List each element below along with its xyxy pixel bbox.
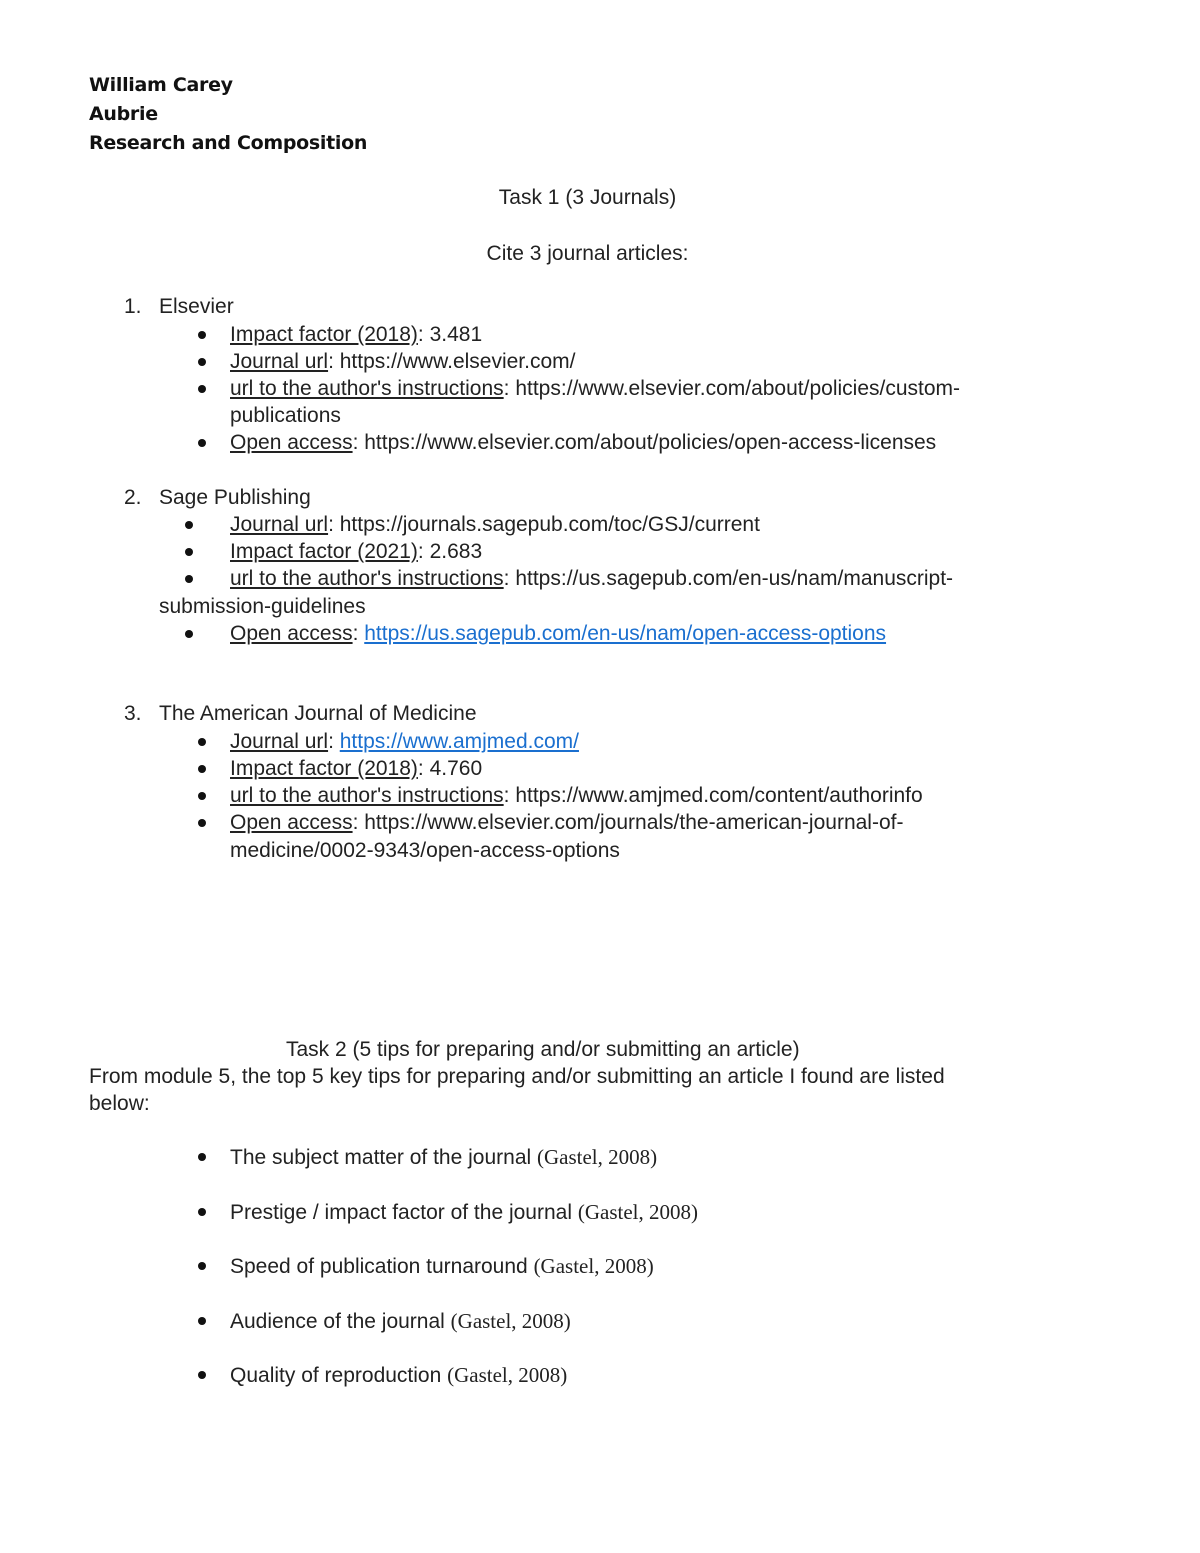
item-label: url to the author's instructions	[230, 567, 504, 590]
item-label: Open access	[230, 431, 353, 454]
list-item: Audience of the journal (Gastel, 2008)	[230, 1309, 571, 1333]
item-value: 3.481	[429, 323, 483, 346]
item-label: Open access	[230, 811, 353, 834]
bullet-icon	[198, 331, 206, 339]
bullet-icon	[185, 548, 193, 556]
bullet-icon	[198, 819, 206, 827]
item-value: https://us.sagepub.com/en-us/nam/manuscript-	[515, 567, 954, 590]
task2-intro-continued: below:	[89, 1092, 150, 1115]
list-item: url to the author's instructions: https://www.elsevier.com/about/policies/custom-	[230, 377, 961, 400]
citation: (Gastel, 2008)	[577, 1200, 698, 1224]
bullet-icon	[185, 575, 193, 583]
item-label: Journal url	[230, 513, 329, 536]
item-value: 2.683	[429, 540, 483, 563]
item-value: 4.760	[429, 757, 483, 780]
list-item: Speed of publication turnaround (Gastel, 2008)	[230, 1254, 654, 1278]
bullet-icon	[198, 1317, 206, 1325]
list-item: Open access: https://www.elsevier.com/about/policies/open-access-licenses	[230, 431, 937, 454]
citation: (Gastel, 2008)	[450, 1309, 571, 1333]
journal-number: 2.	[124, 486, 142, 509]
item-value: https://journals.sagepub.com/toc/GSJ/current	[339, 513, 760, 536]
list-item: url to the author's instructions: https://us.sagepub.com/en-us/nam/manuscript-	[230, 567, 954, 590]
item-value: https://www.elsevier.com/about/policies/open-access-licenses	[364, 431, 937, 454]
citation: (Gastel, 2008)	[533, 1254, 654, 1278]
list-item: The subject matter of the journal (Gastel, 2008)	[230, 1145, 658, 1169]
course-name: Research and Composition	[89, 132, 368, 154]
item-value-continued: publications	[230, 404, 341, 427]
item-value: https://www.elsevier.com/	[339, 350, 576, 373]
bullet-icon	[198, 1208, 206, 1216]
journal-number: 1.	[124, 295, 142, 318]
item-label: Impact factor (2021)	[230, 540, 418, 563]
list-item: Open access: https://www.elsevier.com/journals/the-american-journal-of-	[230, 811, 904, 834]
bullet-icon	[198, 738, 206, 746]
bullet-icon	[185, 630, 193, 638]
bullet-icon	[198, 1371, 206, 1379]
task2-title: Task 2 (5 tips for preparing and/or submitting an article)	[286, 1038, 800, 1061]
item-label: Impact factor (2018)	[230, 757, 418, 780]
item-label: Impact factor (2018)	[230, 323, 418, 346]
item-value: https://www.amjmed.com/content/authorinfo	[515, 784, 923, 807]
list-item: Journal url: https://www.elsevier.com/	[230, 350, 576, 373]
item-value-continued: medicine/0002-9343/open-access-options	[230, 839, 620, 862]
list-item: Impact factor (2021): 2.683	[230, 540, 483, 563]
item-label: Open access	[230, 622, 353, 645]
list-item: Impact factor (2018): 4.760	[230, 757, 483, 780]
item-value: https://www.elsevier.com/journals/the-american-journal-of-	[364, 811, 904, 834]
journal-name: Sage Publishing	[159, 486, 311, 509]
bullet-icon	[198, 358, 206, 366]
journal-number: 3.	[124, 702, 142, 725]
item-value-continued: submission-guidelines	[159, 595, 366, 618]
bullet-icon	[198, 765, 206, 773]
citation: (Gastel, 2008)	[537, 1145, 658, 1169]
journal-name: The American Journal of Medicine	[159, 702, 477, 725]
item-label: url to the author's instructions	[230, 784, 504, 807]
item-value: https://www.elsevier.com/about/policies/custom-	[515, 377, 961, 400]
bullet-icon	[198, 792, 206, 800]
item-label: Journal url	[230, 350, 329, 373]
list-item: Quality of reproduction (Gastel, 2008)	[230, 1363, 568, 1387]
journal-url-link[interactable]: https://www.amjmed.com/	[339, 730, 579, 753]
task1-subtitle: Cite 3 journal articles:	[486, 242, 689, 265]
task1-title: Task 1 (3 Journals)	[498, 186, 677, 209]
citation: (Gastel, 2008)	[447, 1363, 568, 1387]
instructor-name: Aubrie	[89, 103, 158, 125]
list-item: url to the author's instructions: https://www.amjmed.com/content/authorinfo	[230, 784, 923, 807]
bullet-icon	[198, 1153, 206, 1161]
bullet-icon	[198, 385, 206, 393]
bullet-icon	[198, 439, 206, 447]
list-item: Open access: https://us.sagepub.com/en-us/nam/open-access-options	[230, 622, 887, 645]
item-label: Journal url	[230, 730, 329, 753]
journal-name: Elsevier	[159, 295, 234, 318]
list-item: Journal url: https://www.amjmed.com/	[230, 730, 579, 753]
bullet-icon	[185, 521, 193, 529]
open-access-link[interactable]: https://us.sagepub.com/en-us/nam/open-access-options	[364, 622, 887, 645]
author-name: William Carey	[89, 74, 233, 96]
list-item: Prestige / impact factor of the journal (Gastel, 2008)	[230, 1200, 698, 1224]
item-label: url to the author's instructions	[230, 377, 504, 400]
list-item: Impact factor (2018): 3.481	[230, 323, 483, 346]
task2-intro: From module 5, the top 5 key tips for preparing and/or submitting an article I found are listed	[89, 1065, 945, 1088]
bullet-icon	[198, 1262, 206, 1270]
list-item: Journal url: https://journals.sagepub.com/toc/GSJ/current	[230, 513, 760, 536]
